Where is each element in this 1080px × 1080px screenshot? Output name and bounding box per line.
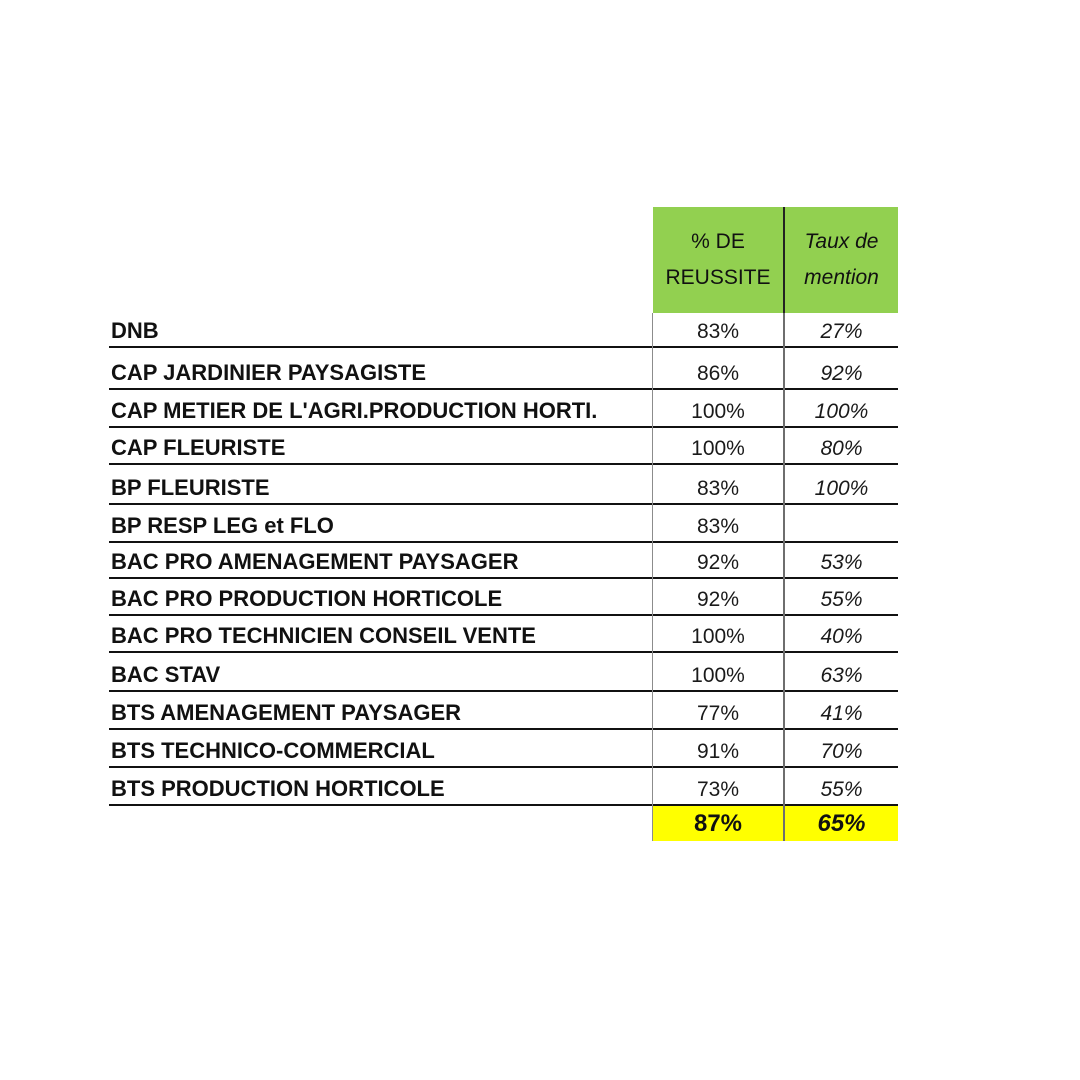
table-row (0, 505, 1080, 543)
row-mention-rate: 100% (814, 477, 869, 500)
row-mention-rate: 55% (820, 588, 863, 611)
table-row (0, 313, 1080, 348)
header-success-rate (653, 207, 783, 313)
table-row (0, 348, 1080, 390)
table-row (0, 653, 1080, 692)
row-label: BTS AMENAGEMENT PAYSAGER (111, 700, 462, 725)
row-label: BAC PRO PRODUCTION HORTICOLE (111, 586, 503, 611)
row-label: CAP METIER DE L'AGRI.PRODUCTION HORTI. (111, 398, 598, 423)
header-success-rate-line2: REUSSITE (665, 266, 771, 289)
row-label: BAC STAV (111, 662, 221, 687)
header-mention-rate-line2: mention (804, 266, 879, 289)
column-divider-left (652, 313, 653, 841)
table-row (0, 390, 1080, 428)
row-success-rate: 92% (696, 551, 740, 574)
row-label: BAC PRO TECHNICIEN CONSEIL VENTE (111, 623, 536, 648)
table-row (0, 579, 1080, 616)
row-success-rate: 100% (691, 400, 745, 423)
row-success-rate: 92% (696, 588, 740, 611)
row-success-rate: 100% (691, 437, 745, 460)
row-label: CAP FLEURISTE (111, 435, 286, 460)
total-mention-rate: 65% (785, 806, 898, 841)
row-label: BP FLEURISTE (111, 475, 270, 500)
row-mention-rate: 80% (820, 437, 863, 460)
row-mention-rate: 41% (820, 702, 863, 725)
row-success-rate: 86% (696, 362, 740, 385)
table-row (0, 465, 1080, 505)
row-success-rate: 83% (696, 320, 740, 343)
table-row (0, 768, 1080, 806)
row-mention-rate: 63% (820, 664, 863, 687)
table-row (0, 692, 1080, 730)
header-mention-rate-line1: Taux de (804, 230, 879, 253)
row-success-rate: 77% (696, 702, 740, 725)
row-label: BP RESP LEG et FLO (111, 513, 334, 538)
row-mention-rate: 27% (820, 320, 863, 343)
row-label: BTS PRODUCTION HORTICOLE (111, 776, 445, 801)
row-label: BAC PRO AMENAGEMENT PAYSAGER (111, 549, 519, 574)
row-mention-rate: 92% (820, 362, 863, 385)
row-mention-rate: 55% (820, 778, 863, 801)
header-success-rate-line1: % DE (691, 230, 745, 253)
row-label: BTS TECHNICO-COMMERCIAL (111, 738, 435, 763)
row-border (109, 804, 653, 806)
column-divider-middle (783, 313, 785, 841)
row-mention-rate: 53% (820, 551, 863, 574)
row-success-rate: 83% (696, 515, 740, 538)
table-row (0, 543, 1080, 579)
row-success-rate: 100% (691, 664, 745, 687)
row-success-rate: 100% (691, 625, 745, 648)
row-success-rate: 73% (696, 778, 740, 801)
row-label: CAP JARDINIER PAYSAGISTE (111, 360, 427, 385)
total-success-rate: 87% (653, 806, 783, 841)
row-label: DNB (111, 318, 159, 343)
row-mention-rate: 100% (814, 400, 869, 423)
table-row (0, 730, 1080, 768)
table-row (0, 428, 1080, 465)
row-success-rate: 91% (696, 740, 740, 763)
row-success-rate: 83% (696, 477, 740, 500)
row-mention-rate: 70% (820, 740, 863, 763)
header-mention-rate (785, 207, 898, 313)
table-row (0, 616, 1080, 653)
row-mention-rate: 40% (820, 625, 863, 648)
